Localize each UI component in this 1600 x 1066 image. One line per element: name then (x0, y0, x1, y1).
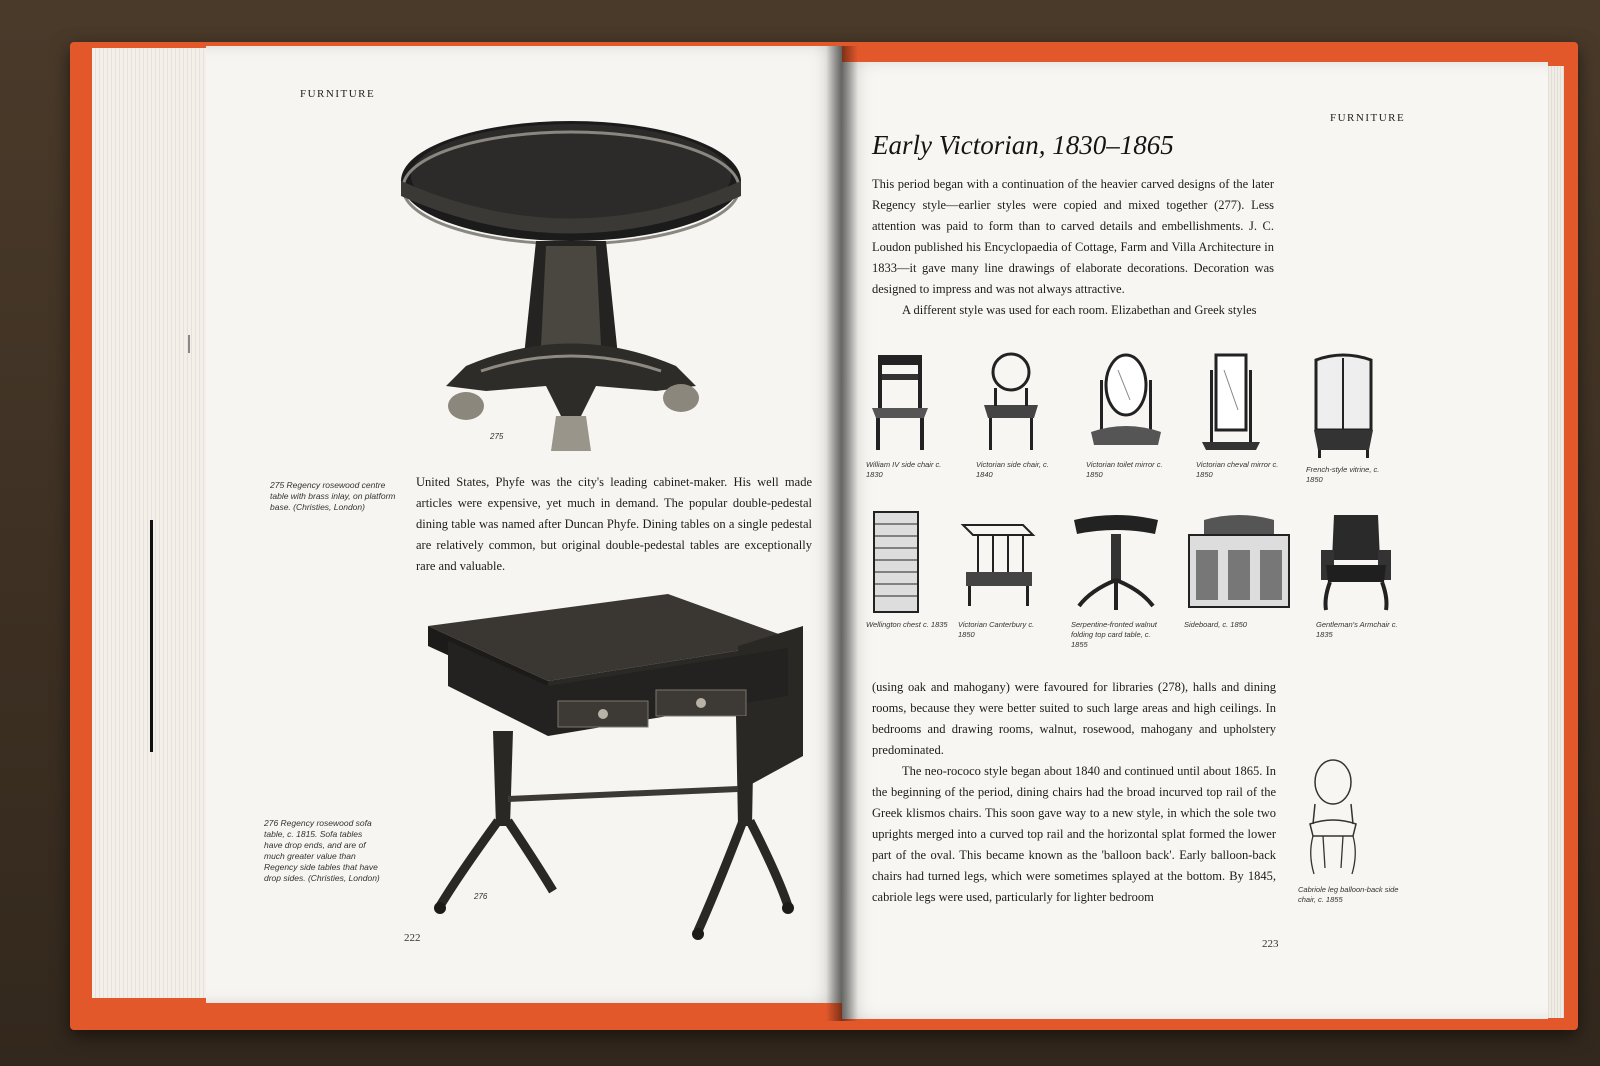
left-page (206, 46, 842, 1003)
intro-paragraph-2: A different style was used for each room. Elizabethan and Greek styles (902, 303, 1257, 317)
balloon-chair-icon (976, 350, 1046, 455)
thumb-victorian-side-chair (976, 350, 1066, 480)
thumb-toilet-mirror (1086, 350, 1176, 480)
thumb-caption: William IV side chair c. 1830 (866, 460, 942, 479)
side-figure-balloon-back-chair (1298, 758, 1408, 905)
thumb-canterbury (958, 510, 1048, 640)
thumb-caption: Sideboard, c. 1850 (1184, 620, 1247, 629)
thumb-caption: Victorian cheval mirror c. 1850 (1196, 460, 1279, 479)
left-body-paragraph: United States, Phyfe was the city's leading cabinet-maker. His well made articles were expensive, yet much in demand. The popular double-pedestal dining table was named after Duncan Phyfe. Dining tables on a single pedestal are relatively common, but original double-pedestal tables are exceptionally rare and valuable. (416, 475, 812, 573)
intro-paragraph-1: This period began with a continuation of the heavier carved designs of the later Regency style—earlier styles were copied and mixed together (277). Less attention was paid to form than to carved details and embellishments. J. C. Loudon published his Encyclopaedia of Cottage, Farm and Villa Architecture in 1833—it gave many line drawings of elaborate decorations. Decoration was designed to impress and was not always attractive. (872, 177, 1274, 296)
thumb-sideboard (1184, 510, 1294, 630)
main-body-text (872, 677, 1276, 908)
thumb-armchair (1316, 510, 1406, 640)
folio-left: 222 (404, 932, 421, 944)
chapter-title: Early Victorian, 1830–1865 (872, 130, 1174, 160)
side-chair-icon (866, 350, 936, 455)
thumb-caption: Victorian side chair, c. 1840 (976, 460, 1049, 479)
canterbury-icon (958, 510, 1038, 615)
book-gutter (826, 46, 858, 1021)
chest-icon (866, 510, 926, 615)
figure-276-caption: 276 Regency rosewood sofa table, c. 1815. Sofa tables have drop ends, and are of much greater value than Regency side tables that have drop sides. (Christies, London) (264, 818, 380, 883)
thumb-william-iv-chair (866, 350, 956, 480)
thumbnail-row-2 (866, 510, 1406, 660)
side-figure-caption: Cabriole leg balloon-back side chair, c. 1855 (1298, 885, 1399, 904)
thumb-caption: Victorian Canterbury c. 1850 (958, 620, 1035, 639)
thumb-caption: Victorian toilet mirror c. 1850 (1086, 460, 1163, 479)
body-paragraph-2: The neo-rococo style began about 1840 and continued until about 1865. In the beginning of the period, dining chairs had the broad incurved top rail of the Greek klismos chairs. This soon gave way to a new style, in which the sole two uprights merged into a curved top rail and the horizontal splat formed the lower part of the oval. This became known as the 'balloon back'. Early balloon-back chairs had turned legs, which were sometimes splayed at the bottom. By 1845, cabriole legs were used, particularly for lighter bedroom (872, 764, 1276, 904)
folio-right: 223 (1262, 938, 1279, 950)
intro-text (872, 174, 1274, 321)
thumb-caption: Serpentine-fronted walnut folding top card table, c. 1855 (1071, 620, 1157, 649)
page-edge-mark (150, 520, 153, 752)
toilet-mirror-icon (1086, 350, 1166, 455)
thumb-caption: Wellington chest c. 1835 (866, 620, 948, 629)
thumbnail-row-1 (866, 350, 1406, 500)
balloon-back-chair-icon (1298, 758, 1368, 880)
page-edge-tick (188, 335, 190, 353)
figure-275-caption: 275 Regency rosewood centre table with brass inlay, on platform base. (Christies, London) (270, 480, 396, 512)
thumb-vitrine (1306, 350, 1396, 485)
right-page (842, 62, 1548, 1019)
card-table-icon (1071, 510, 1161, 615)
thumb-card-table (1071, 510, 1161, 650)
body-paragraph-1: (using oak and mahogany) were favoured for libraries (278), halls and dining rooms, because they were better suited to such large areas and high ceilings. In bedrooms and drawing rooms, walnut, rosewood, mahogany and upholstery predominated. (872, 680, 1276, 757)
cheval-mirror-icon (1196, 350, 1266, 455)
running-head-right: FURNITURE (1330, 112, 1406, 124)
thumb-caption: Gentleman's Armchair c. 1835 (1316, 620, 1398, 639)
figure-276-number: 276 (474, 892, 488, 901)
armchair-icon (1316, 510, 1396, 615)
running-head-left: FURNITURE (300, 88, 376, 100)
figure-275-centre-table (396, 116, 746, 456)
thumb-wellington-chest (866, 510, 956, 630)
figure-275-number: 275 (490, 432, 504, 441)
sideboard-icon (1184, 510, 1294, 615)
thumb-caption: French-style vitrine, c. 1850 (1306, 465, 1380, 484)
thumb-cheval-mirror (1196, 350, 1286, 480)
left-page-body (416, 472, 812, 577)
vitrine-icon (1306, 350, 1381, 460)
